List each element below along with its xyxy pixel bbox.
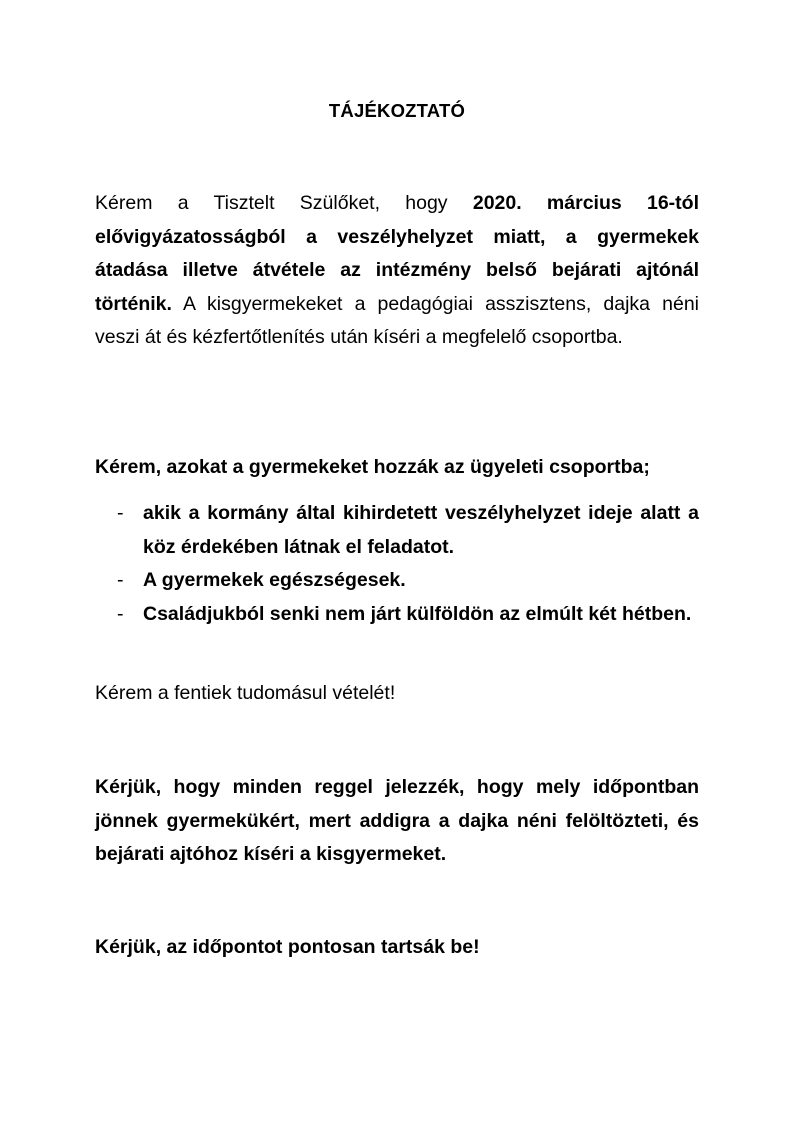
intro-text-end: A kisgyermekeket a pedagógiai asszisztens, dajka néni veszi át és kézfertőtlenítés után kíséri a megfelelő csoportba. xyxy=(95,292,699,348)
intro-paragraph xyxy=(95,187,699,355)
intro-bold-text: 2020. március 16-tól elővigyázatosságból a veszélyhelyzet miatt, a gyermekek átadása illetve átvétele az intézmény belső bejárati ajtónál történik. xyxy=(95,192,699,315)
list-dash: - xyxy=(117,602,124,625)
document-title: TÁJÉKOZTATÓ xyxy=(328,100,466,121)
conditions-list xyxy=(95,497,699,631)
list-dash: - xyxy=(117,569,124,591)
intro-text-start: Kérem a Tisztelt Szülőket, hogy xyxy=(95,192,473,214)
closing-text: Kérjük, az időpontot pontosan tartsák be! xyxy=(95,936,480,958)
list-item-text: A gyermekek egészségesek. xyxy=(143,569,406,591)
list-dash: - xyxy=(117,502,124,524)
list-item-text: Családjukból senki nem járt külföldön az elmúlt két hétben. xyxy=(143,602,692,625)
list-item xyxy=(95,564,699,598)
list-item-text: akik a kormány által kihirdetett veszélyhelyzet ideje alatt a köz érdekében látnak el feladatot. xyxy=(143,502,699,558)
group-heading: Kérem, azokat a gyermekeket hozzák az ügyeleti csoportba; xyxy=(95,456,650,478)
pickup-notice: Kérjük, hogy minden reggel jelezzék, hogy mely időpontban jönnek gyermekükért, mert addigra a dajka néni felöltözteti, és bejárati ajtóhoz kíséri a kisgyermeket. xyxy=(95,776,699,865)
list-item xyxy=(95,598,699,632)
list-item xyxy=(95,497,699,564)
acknowledge-text: Kérem a fentiek tudomásul vételét! xyxy=(95,682,396,704)
